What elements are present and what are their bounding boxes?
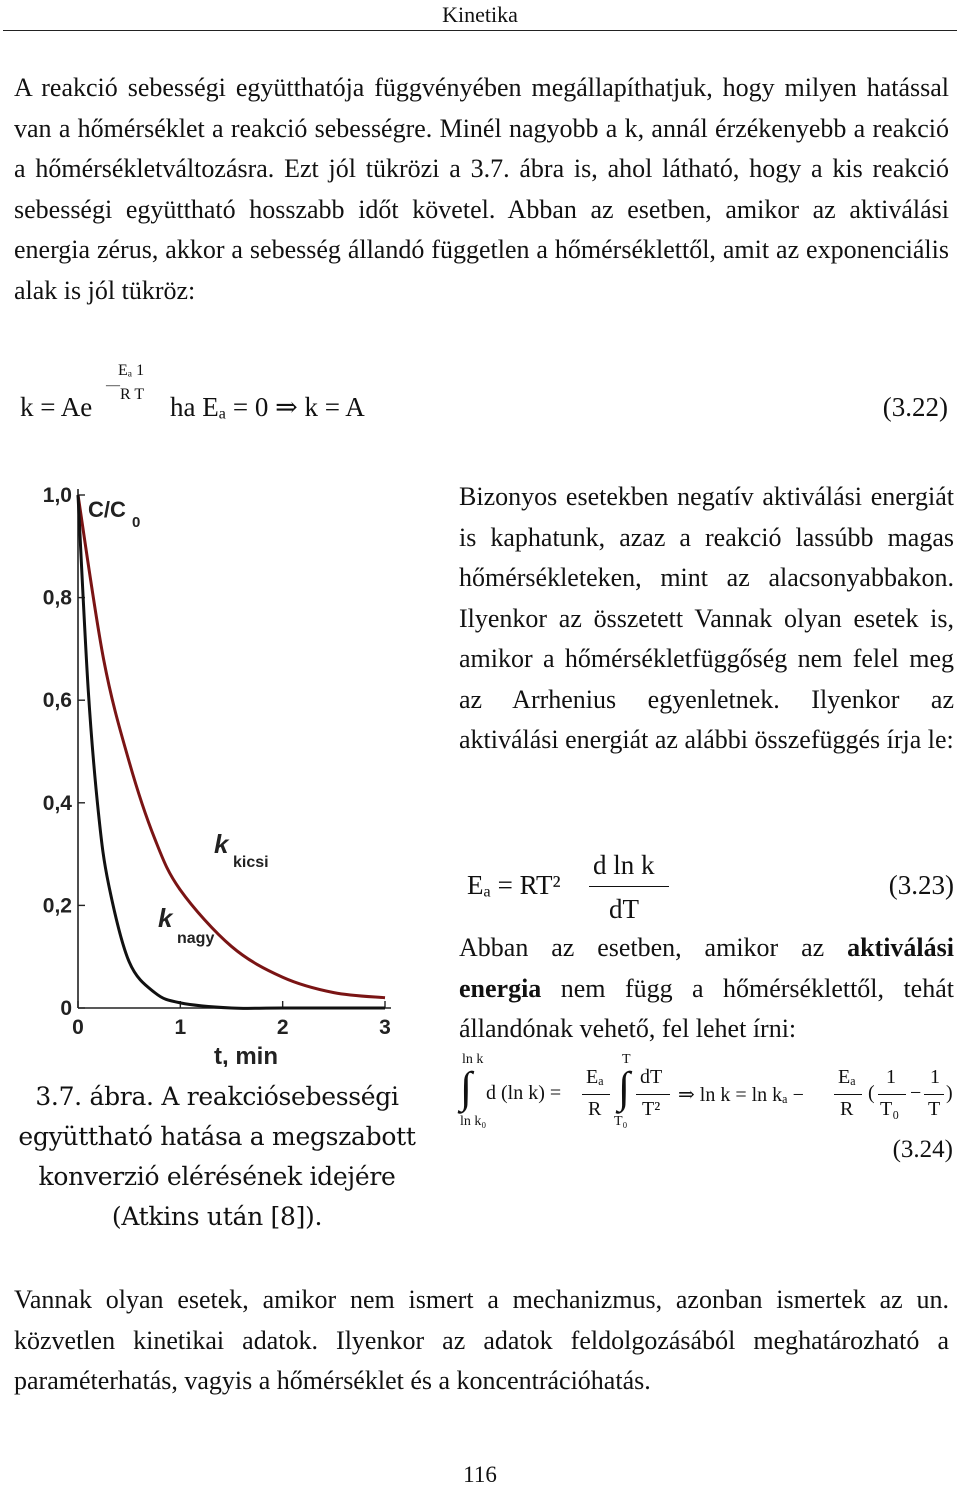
eq324-frac4-den: T₀	[880, 1098, 900, 1120]
eq324-int1-body: d (ln k) =	[486, 1082, 562, 1104]
eq324-frac2-num: dT	[640, 1066, 663, 1088]
eq324-frac2-bar	[636, 1094, 670, 1095]
eq322-exp-minus: —	[106, 378, 120, 393]
eq324-integral-2: ∫	[618, 1063, 631, 1112]
eq323-num: d ln k	[593, 850, 655, 880]
eq324-frac1-bar	[582, 1094, 610, 1095]
eq322-lhs: k = Ae	[20, 392, 93, 422]
eq324-paren-close: )	[946, 1082, 953, 1104]
eq324-paren-open: (	[868, 1082, 875, 1104]
y-tick-label: 0,2	[42, 894, 72, 918]
y-tick-label: 0	[60, 997, 72, 1020]
eq322-number: (3.22)	[882, 392, 948, 422]
curve-label-nagy: k	[158, 903, 173, 933]
decay-chart	[40, 475, 425, 1067]
chart-curves	[78, 495, 385, 1008]
intro-paragraph: A reakció sebességi együtthatója függvényében megállapíthatjuk, hogy milyen hatással van a hőmérséklet a reakció sebességre. Minél nagyobb a k, annál érzékenyebb a reakció a hőmérsékletváltozásra. Ezt jól tükrözi a 3.7. ábra is, ahol látható, hogy a kis reakció sebességi együttható hosszabb időt követel. Abban az esetben, amikor az aktiválási energia zérus, akkor a sebesség állandó független a hőmérséklettől, amit az exponenciális alak is jól tükröz:	[14, 73, 949, 305]
eq324-frac1-num: Eₐ	[586, 1066, 604, 1088]
eq324-integral-1: ∫	[460, 1063, 473, 1112]
y-axis-label: C/C	[88, 497, 126, 522]
eq323-den: dT	[609, 894, 639, 924]
eq324-int1-upper: ln k	[462, 1052, 484, 1067]
eq324-frac1-den: R	[588, 1098, 602, 1120]
curve-label-nagy-subscript: nagy	[177, 930, 215, 947]
x-tick-label: 3	[379, 1016, 391, 1039]
series-k-nagy-line	[78, 495, 385, 1008]
eq324-frac3-num: Eₐ	[838, 1066, 856, 1088]
y-axis-label-subscript: 0	[132, 514, 141, 531]
right-paragraph-2	[459, 928, 954, 1050]
eq323-lhs: Eₐ = RT²	[467, 870, 561, 900]
series-k-kicsi-line	[78, 495, 385, 998]
curve-label-kicsi: k	[214, 829, 229, 859]
eq324-int1-lower: ln k₀	[460, 1114, 487, 1129]
eq322-exp-bottom: R T	[120, 386, 145, 403]
outro-paragraph: Vannak olyan esetek, amikor nem ismert a mechanizmus, azonban ismertek az un. közvetlen kinetikai adatok. Ilyenkor az adatok feldolgozásából meghatározható a paraméterhatás, vagyis a hőmérséklet és a koncentrációhatás.	[14, 1285, 949, 1395]
eq324-frac3-den: R	[840, 1098, 854, 1120]
eq324-frac3-bar	[834, 1094, 862, 1095]
eq324-frac4-bar	[878, 1094, 906, 1095]
eq322-rhs: ha Eₐ = 0 ⇒ k = A	[170, 392, 365, 422]
right-text-2-pre: Abban az esetben, amikor az	[459, 933, 848, 962]
figure-caption: 3.7. ábra. A reakciósebességi együttható hatása a megszabott konverzió elérésének idejére (Atkins után [8]).	[18, 1082, 416, 1231]
eq324-number: (3.24)	[892, 1136, 953, 1163]
header-rule	[3, 30, 957, 31]
eq324-frac5-num: 1	[930, 1066, 940, 1088]
eq324-implies: ⇒ ln k = ln kₐ −	[678, 1084, 804, 1106]
page-number: 116	[463, 1462, 497, 1487]
x-tick-label: 0	[72, 1016, 84, 1039]
eq324-frac2-den: T²	[642, 1098, 661, 1120]
y-tick-label: 1,0	[42, 484, 72, 507]
equation-3-22	[14, 362, 954, 442]
eq324-minus: −	[910, 1082, 922, 1104]
right-text-2-bold: aktiválási energia	[459, 933, 954, 1003]
eq324-frac4-num: 1	[886, 1066, 896, 1088]
eq324-frac5-den: T	[928, 1098, 941, 1120]
eq324-int2-lower: T₀	[614, 1114, 628, 1129]
x-tick-label: 2	[276, 1016, 289, 1039]
running-header: Kinetika	[442, 2, 518, 27]
eq324-frac5-bar	[924, 1094, 944, 1095]
y-tick-label: 0,4	[42, 791, 72, 815]
x-tick-label: 1	[174, 1016, 187, 1039]
x-axis-label: t, min	[214, 1043, 278, 1067]
equation-3-23	[459, 848, 954, 928]
eq323-fraction-bar	[589, 886, 669, 887]
eq323-number: (3.23)	[888, 870, 954, 900]
right-text-2-post: nem függ a hőmérséklettől, tehát állandónak vehető, fel lehet írni:	[459, 973, 954, 1043]
right-paragraph-1: Bizonyos esetekben negatív aktiválási energiát is kaphatunk, azaz a reakció lassúbb magas hőmérsékleteken, mint az alacsonyabbakon. Ilyenkor az összetett Vannak olyan esetek is, amikor a hőmérsékletfüggőség nem felel meg az Arrhenius egyenletnek. Ilyenkor az aktiválási energiát az alábbi összefüggés írja le:	[459, 482, 954, 754]
equation-3-24	[440, 1052, 955, 1167]
y-tick-label: 0,8	[42, 586, 72, 610]
curve-label-kicsi-subscript: kicsi	[233, 854, 269, 871]
eq322-exp-top: Eₐ 1	[118, 362, 145, 379]
eq324-int2-upper: T	[622, 1052, 631, 1067]
y-tick-label: 0,6	[42, 689, 72, 713]
